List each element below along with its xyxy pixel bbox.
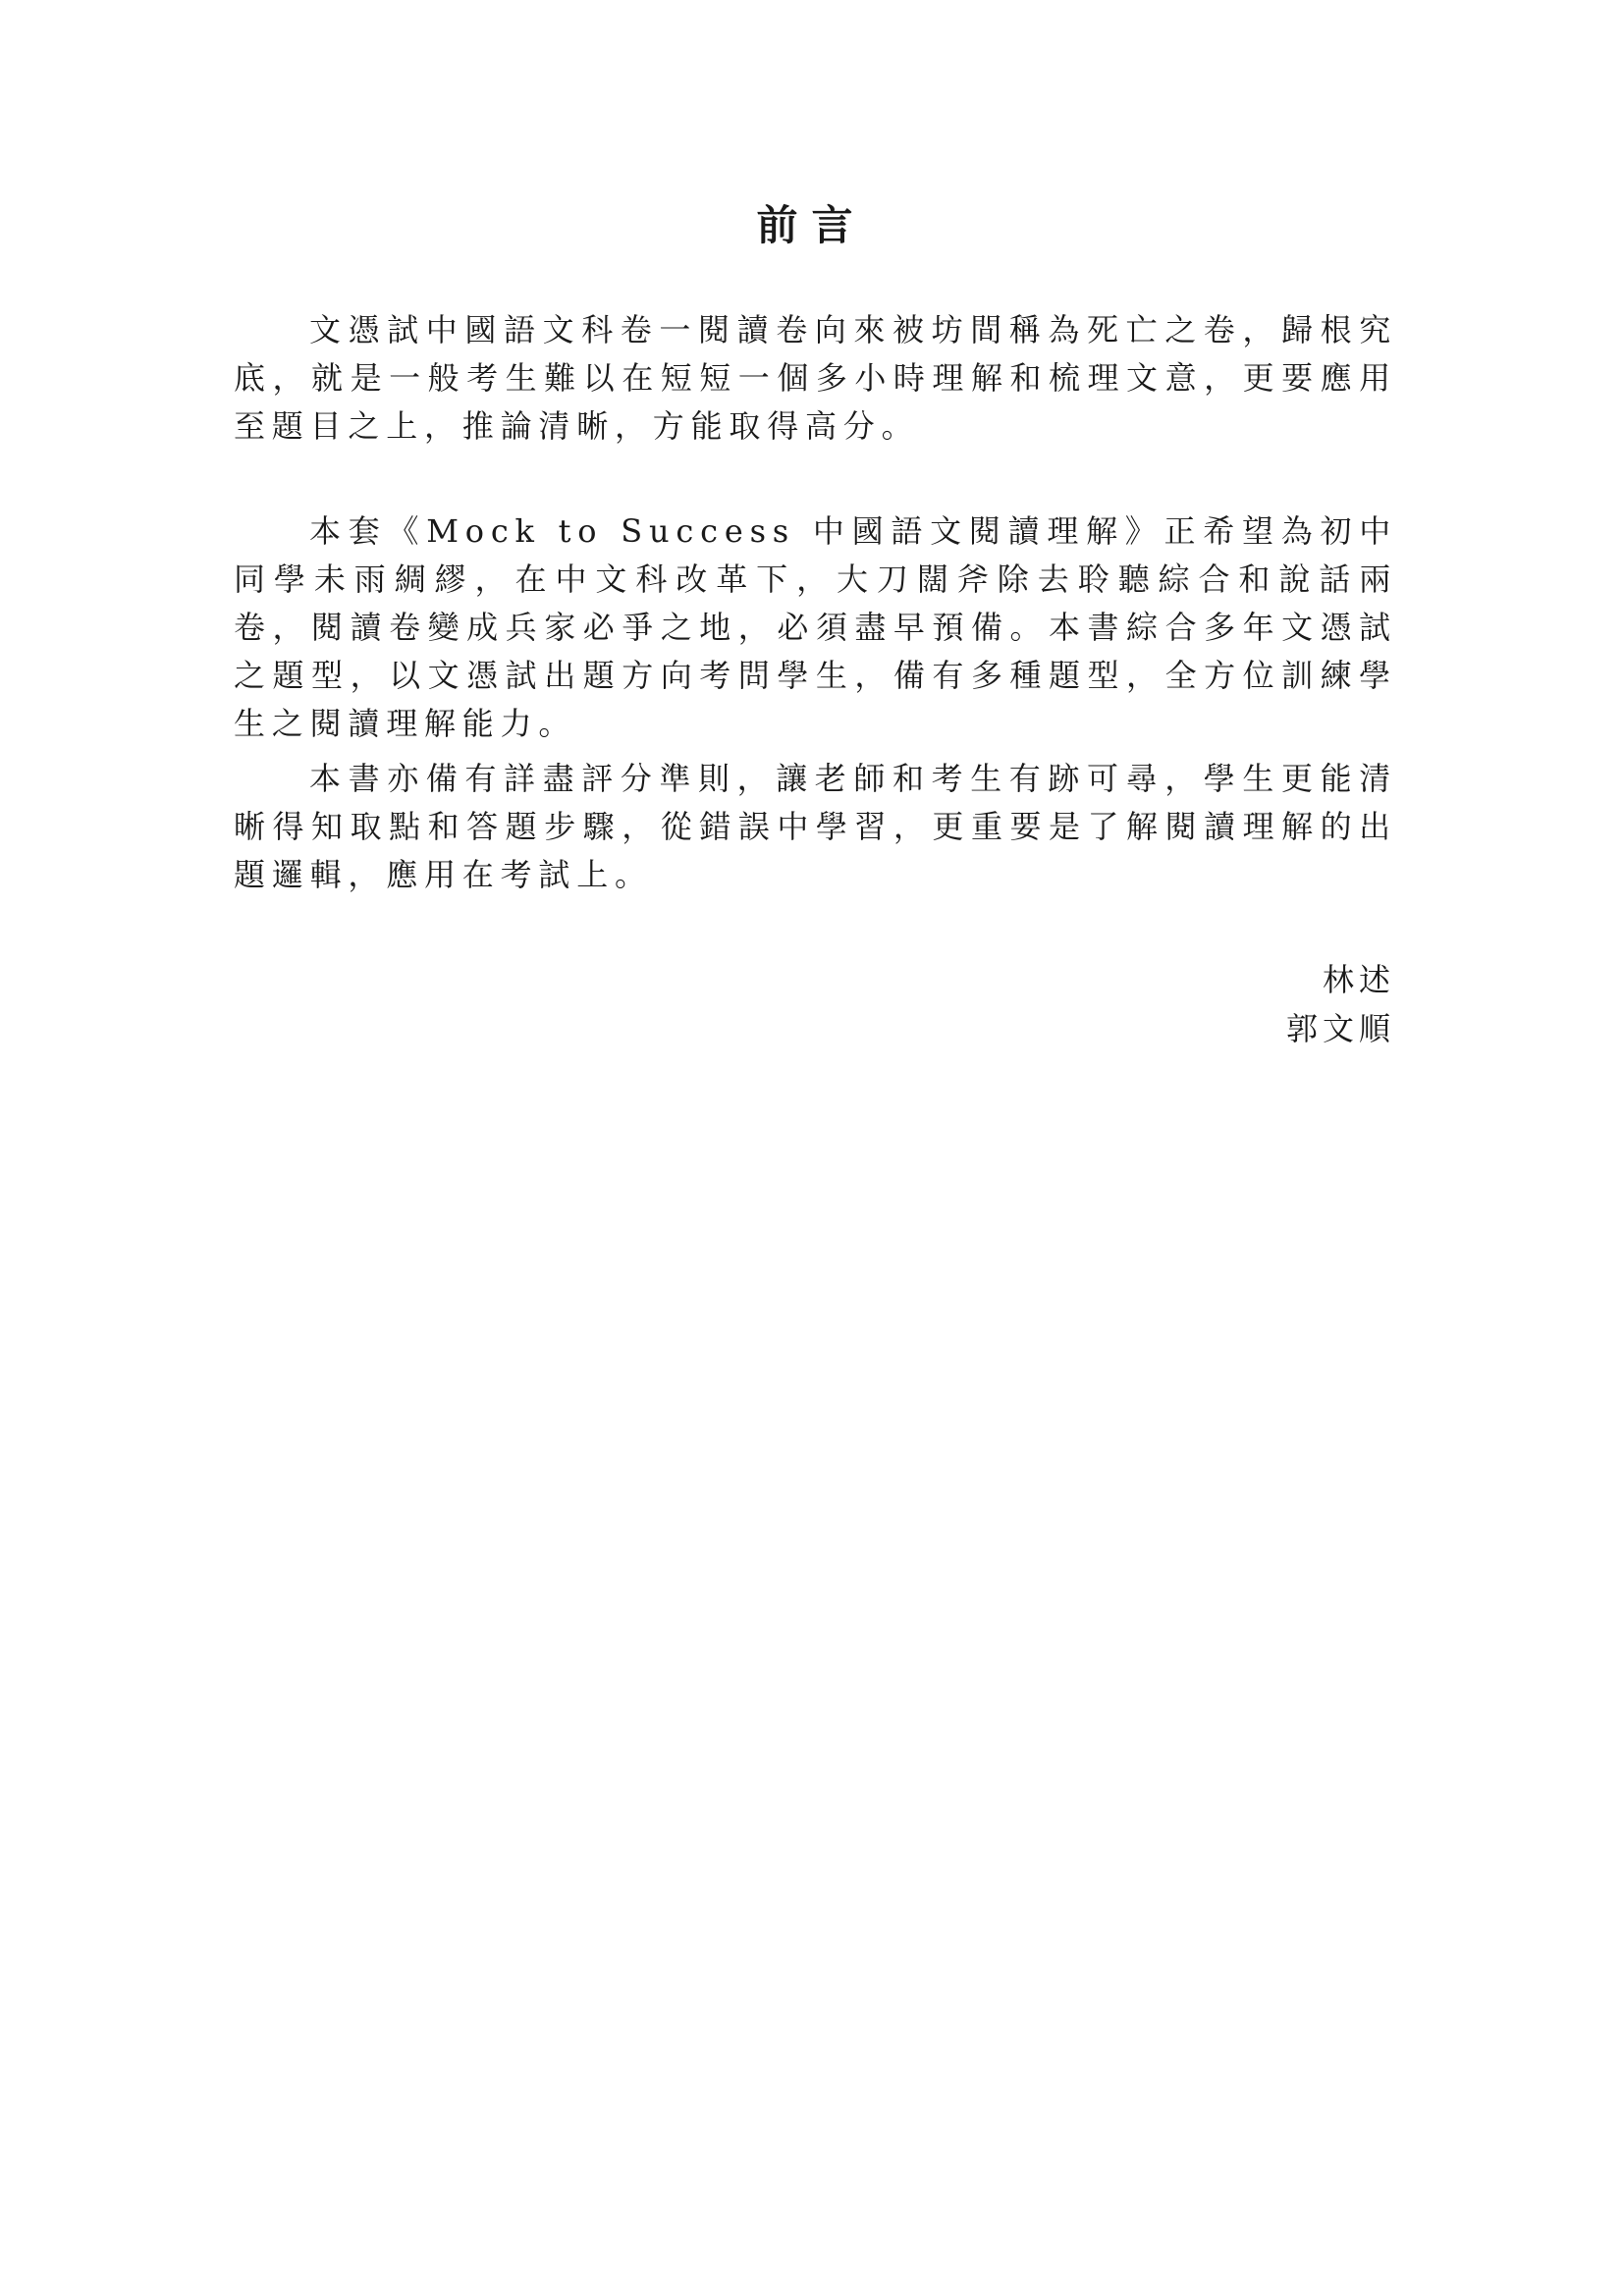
author-name-1: 林述 <box>1322 961 1395 998</box>
page-title: 前言 <box>756 201 867 249</box>
paragraph-3: 本書亦備有詳盡評分準則，讓老師和考生有跡可尋，學生更能清晰得知取點和答題步驟，從錯誤中學習，更重要是了解閱讀理解的出題邏輯，應用在考試上。 <box>234 760 1397 893</box>
paragraph-1: 文憑試中國語文科卷一閱讀卷向來被坊間稱為死亡之卷，歸根究底，就是一般考生難以在短短一個多小時理解和梳理文意，更要應用至題目之上，推論清晰，方能取得高分。 <box>234 311 1397 445</box>
author-name-2: 郭文順 <box>1285 1010 1395 1047</box>
author-signature <box>1286 955 1395 1053</box>
paragraph-2: 本套《Mock to Success 中國語文閱讀理解》正希望為初中同學未雨綢繆，在中文科改革下，大刀闊斧除去聆聽綜合和說話兩卷，閱讀卷變成兵家必爭之地，必須盡早預備。本書綜合多年文憑試之題型，以文憑試出題方向考問學生，備有多種題型，全方位訓練學生之閱讀理解能力。 <box>234 512 1397 742</box>
